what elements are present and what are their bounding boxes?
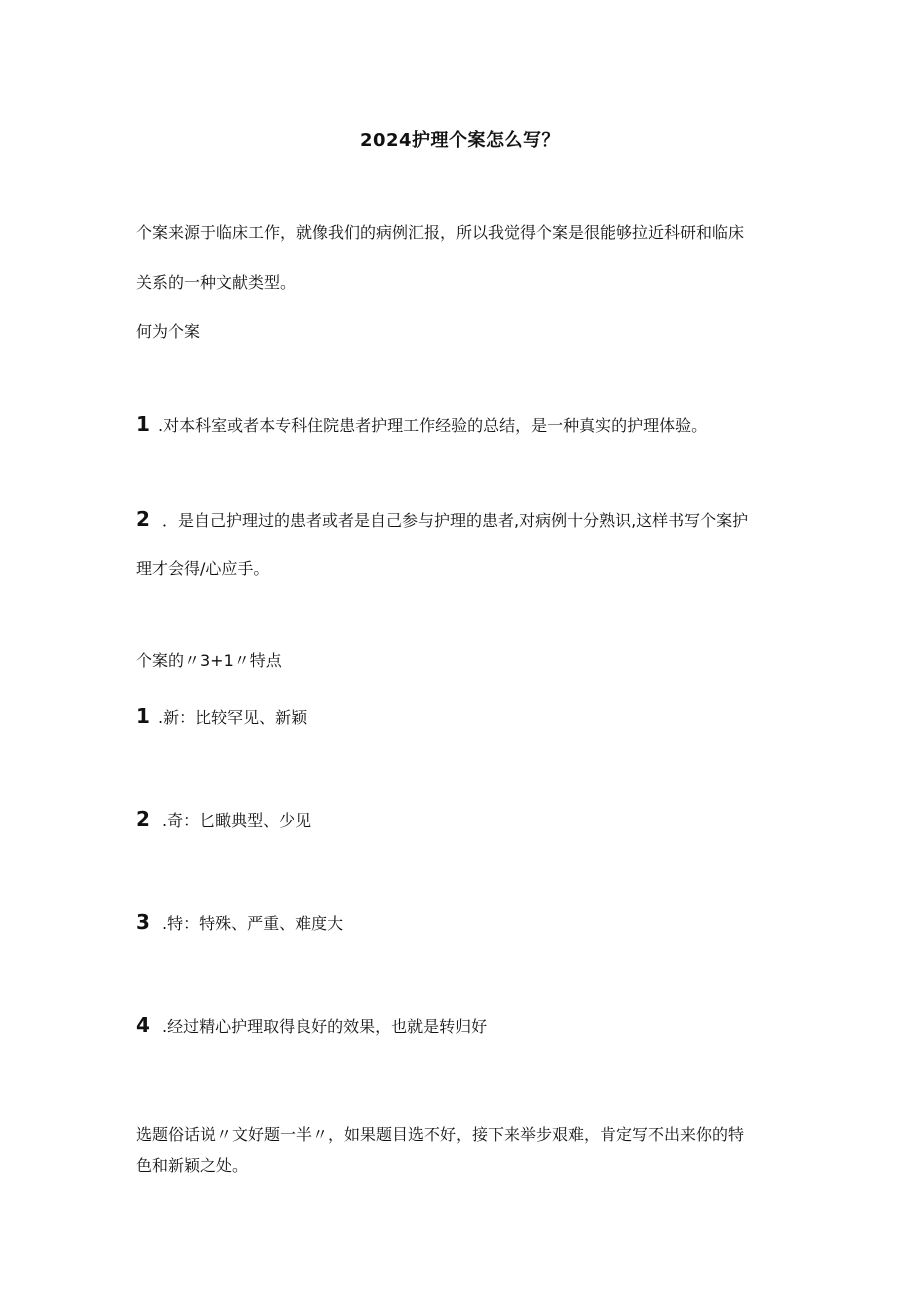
definition-item-text: ．是自己护理过的患者或者是自己参与护理的患者,对病例十分熟识,这样书写个案护 (162, 511, 749, 530)
definition-item-1 (136, 412, 796, 438)
feature-item-text: .新：比较罕见、新颖 (158, 708, 308, 727)
list-number: 2 (136, 507, 150, 531)
page-title: 2024护理个案怎么写？ (359, 130, 561, 151)
list-number: 1 (136, 704, 150, 728)
feature-item-4 (136, 1013, 796, 1039)
topic-paragraph-line-1: 选题俗话说〃文好题一半〃，如果题目选不好，接下来举步艰难，肯定写不出来你的特 (136, 1125, 745, 1144)
list-number: 4 (136, 1013, 150, 1037)
feature-item-2 (136, 807, 796, 833)
feature-item-1 (136, 704, 796, 730)
definition-item-2-continued: 理才会得/心应手。 (136, 559, 270, 578)
definition-item-2 (136, 507, 796, 533)
feature-item-text: .经过精心护理取得良好的效果，也就是转归好 (162, 1017, 488, 1036)
intro-paragraph-line-1: 个案来源于临床工作，就像我们的病例汇报，所以我觉得个案是很能够拉近科研和临床 (136, 223, 745, 242)
definition-item-text: .对本科室或者本专科住院患者护理工作经验的总结，是一种真实的护理体验。 (158, 416, 708, 435)
feature-item-3 (136, 910, 796, 936)
feature-item-text: .奇：匕瞰典型、少见 (162, 811, 312, 830)
list-number: 3 (136, 910, 150, 934)
intro-paragraph-line-2: 关系的一种文献类型。 (136, 273, 297, 292)
topic-paragraph-line-2: 色和新颖之处。 (136, 1156, 249, 1175)
section-heading-definition: 何为个案 (136, 322, 201, 341)
feature-item-text: .特：特殊、严重、难度大 (162, 914, 344, 933)
section-heading-features: 个案的〃3+1〃特点 (136, 651, 282, 670)
list-number: 2 (136, 807, 150, 831)
list-number: 1 (136, 412, 150, 436)
